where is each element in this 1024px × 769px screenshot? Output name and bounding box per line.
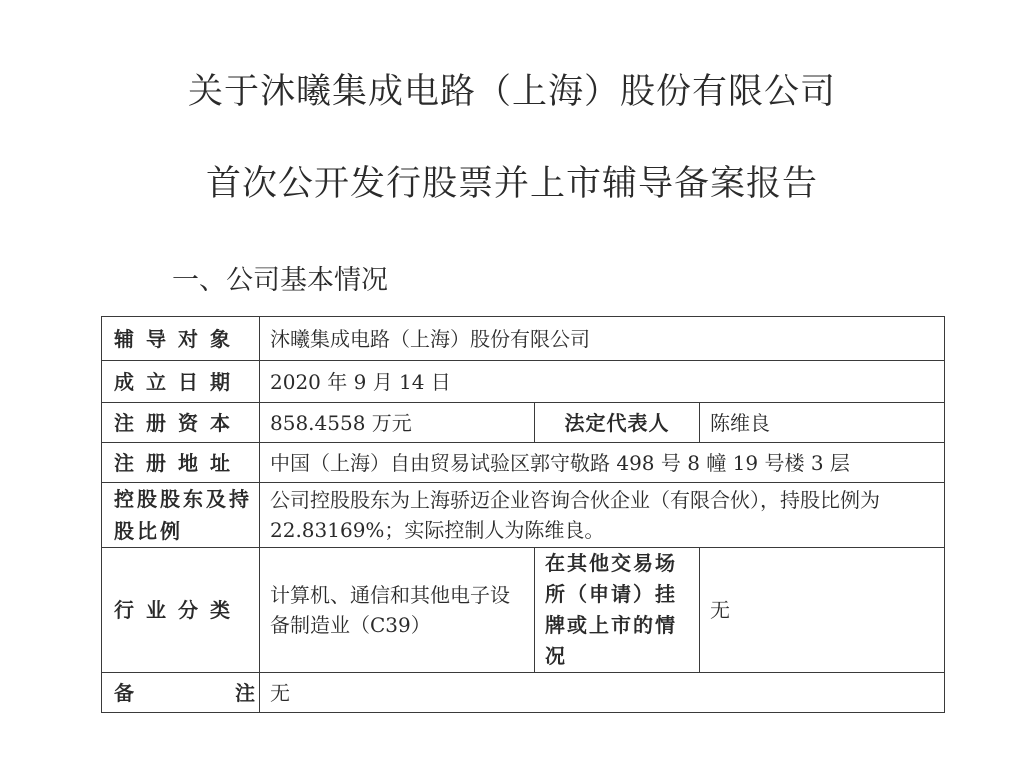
established-value: 2020 年 9 月 14 日 bbox=[260, 361, 945, 403]
subject-value: 沐曦集成电路（上海）股份有限公司 bbox=[260, 317, 945, 361]
industry-label: 行业分类 bbox=[102, 548, 260, 673]
document-title-line-2: 首次公开发行股票并上市辅导备案报告 bbox=[205, 164, 818, 204]
section-heading: 一、公司基本情况 bbox=[172, 265, 388, 296]
document-title-line-1: 关于沐曦集成电路（上海）股份有限公司 bbox=[187, 72, 836, 112]
table-row bbox=[102, 403, 945, 443]
remark-label bbox=[102, 673, 260, 713]
table-row bbox=[102, 548, 945, 673]
capital-value: 858.4558 万元 bbox=[260, 403, 535, 443]
listing-label: 在其他交易场所（申请）挂牌或上市的情况 bbox=[535, 548, 700, 673]
address-value: 中国（上海）自由贸易试验区郭守敬路 498 号 8 幢 19 号楼 3 层 bbox=[260, 443, 945, 483]
remark-label-first-char: 备 bbox=[114, 680, 134, 705]
company-info-table bbox=[101, 316, 945, 713]
table-row bbox=[102, 673, 945, 713]
capital-label: 注册资本 bbox=[102, 403, 260, 443]
remark-label-second-char: 注 bbox=[235, 680, 255, 705]
listing-value: 无 bbox=[700, 548, 945, 673]
remark-value: 无 bbox=[260, 673, 945, 713]
table-row bbox=[102, 483, 945, 548]
legal-rep-label: 法定代表人 bbox=[535, 403, 700, 443]
table-row bbox=[102, 361, 945, 403]
subject-label: 辅导对象 bbox=[102, 317, 260, 361]
established-label: 成立日期 bbox=[102, 361, 260, 403]
address-label: 注册地址 bbox=[102, 443, 260, 483]
table-row bbox=[102, 317, 945, 361]
shareholder-label: 控股股东及持股比例 bbox=[102, 483, 260, 548]
legal-rep-value: 陈维良 bbox=[700, 403, 945, 443]
industry-value: 计算机、通信和其他电子设备制造业（C39） bbox=[260, 548, 535, 673]
shareholder-value: 公司控股股东为上海骄迈企业咨询合伙企业（有限合伙），持股比例为 22.83169%；实际控制人为陈维良。 bbox=[260, 483, 945, 548]
table-row bbox=[102, 443, 945, 483]
